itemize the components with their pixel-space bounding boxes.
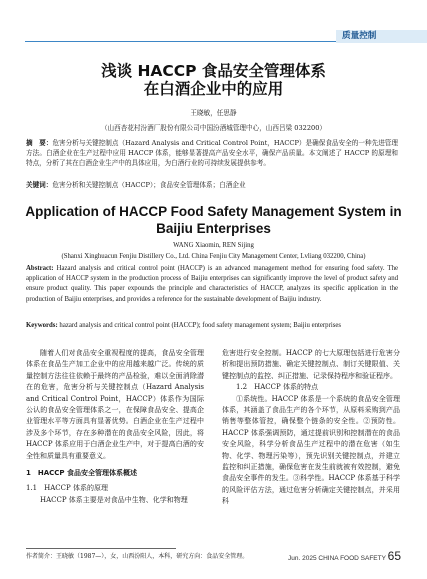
abstract-cn-text: 危害分析与关键控制点（Hazard Analysis and Critical Control Point，HACCP）是确保食品安全的一种先进管理方法。白酒企业在生产过程中应用 HACCP 体系，能够显著提高产品安全水平，确保产品质量。本文阐述了 HACCP 的原理和特点，分析了其在白酒企业生产中的具体应用，为白酒行业的可持续发展提供参考。	[26, 139, 399, 168]
section-tag: 质量控制	[336, 30, 427, 43]
body-right-column	[222, 348, 400, 508]
footnote-rule	[26, 548, 176, 549]
title-cn-line1: 浅谈 HACCP 食品安全管理体系	[101, 62, 326, 80]
intro-paragraph: 随着人们对食品安全重视程度的提高，食品安全管理体系在食品生产加工企业中的应用越来越广泛。传统的质量控制方法往往依赖于最终的产品检验，难以全面消除潜在的危害，危害分析与关键控制点（Hazard Analysis and Critical Control Point，HACCP）体系作为国际公认的食品安全管理体系之一，在保障食品安全、提高企业管理水平等方面具有显著优势。白酒企业在生产过程中涉及多个环节，存在多种潜在的食品安全风险，因此，将 HACCP 体系应用于白酒企业生产中，对于提高白酒的安全性和质量具有重要意义。	[26, 349, 204, 460]
abstract-cn	[26, 138, 398, 169]
header-rule	[25, 41, 360, 42]
keywords-cn-text: 危害分析和关键控制点（HACCP）；食品安全管理体系；白酒企业	[52, 181, 246, 189]
abstract-cn-label: 摘 要：	[26, 139, 53, 147]
keywords-en-text: hazard analysis and critical control point (HACCP); food safety management system; Baijiu enterprises	[59, 322, 342, 329]
abstract-en-text: Hazard analysis and critical control point (HACCP) is an advanced management method for ensuring food safety. The application of HACCP system in the production process of Baijiu enterprises can significantly improve the level of product safety and ensure product quality. This paper expounds the principle and characteristics of HACCP, analyzes its specific application in the production of Baijiu enterprises, and provides a reference for the sustainable development of Baijiu industry.	[26, 265, 398, 303]
abstract-en	[26, 264, 398, 305]
heading-1-2: 1.2 HACCP 体系的特点	[236, 383, 318, 392]
keywords-cn-label: 关键词：	[26, 181, 53, 189]
heading-1-1: 1.1 HACCP 体系的原理	[26, 484, 108, 493]
principle-continued: 危害进行安全控制。HACCP 的七大原理包括进行危害分析和提出预防措施、确定关键控制点、制订关键限值、关键控制点的监控、纠正措施、记录保持程序和验证程序。	[222, 349, 400, 380]
features-paragraph: ①系统性。HACCP 体系是一个系统的食品安全管理体系，其涵盖了食品生产的各个环节，从原料采购到产品销售等整体管控，确保整个链条的安全性。②预防性。HACCP 体系强调预防，通过提前识别和控制潜在的食品安全风险，科学分析食品生产过程中的潜在危害（如生物、化学、物理污染等），预先识别关键控制点，并建立监控和纠正措施，确保危害在发生前就被有效控制，避免食品安全事件的发生。③科学性。HACCP 体系基于科学的风险评估方法，通过危害分析确定关键控制点，并采用科	[222, 394, 400, 506]
keywords-en-label: Keywords:	[26, 322, 58, 329]
title-en-line1: Application of HACCP Food Safety Management System in	[25, 204, 402, 219]
page-footer	[288, 549, 401, 563]
footer-journal: CHINA FOOD SAFETY	[318, 555, 386, 562]
heading-1: 1 HACCP 食品安全管理体系概述	[26, 469, 137, 478]
principle-paragraph: HACCP 体系主要是对食品中生物、化学和物理	[40, 495, 188, 504]
keywords-en	[26, 321, 398, 331]
affiliation-en: (Shanxi Xinghuacun Fenjiu Distillery Co., Ltd. China Fenjiu City Management Center, Lvliang 032200, China)	[61, 253, 366, 260]
body-left-column	[26, 348, 204, 506]
abstract-en-label: Abstract:	[26, 265, 54, 272]
authors-cn: 王晓敏，任思静	[190, 109, 237, 117]
title-en-line2: Baijiu Enterprises	[156, 221, 271, 236]
authors-en: WANG Xiaomin, REN Sijing	[173, 242, 254, 249]
title-cn-line2: 在白酒企业中的应用	[143, 80, 284, 98]
affiliation-cn: （山西杏花村汾酒厂股份有限公司中国汾酒城管理中心，山西吕梁 032200）	[100, 124, 327, 132]
keywords-cn	[26, 180, 398, 190]
page-number: 65	[387, 549, 401, 563]
author-footnote: 作者简介：王晓敏（1987—），女，山西汾阳人，本科，研究方向：食品安全管理。	[26, 553, 249, 560]
footer-date: Jun. 2025	[288, 555, 317, 562]
